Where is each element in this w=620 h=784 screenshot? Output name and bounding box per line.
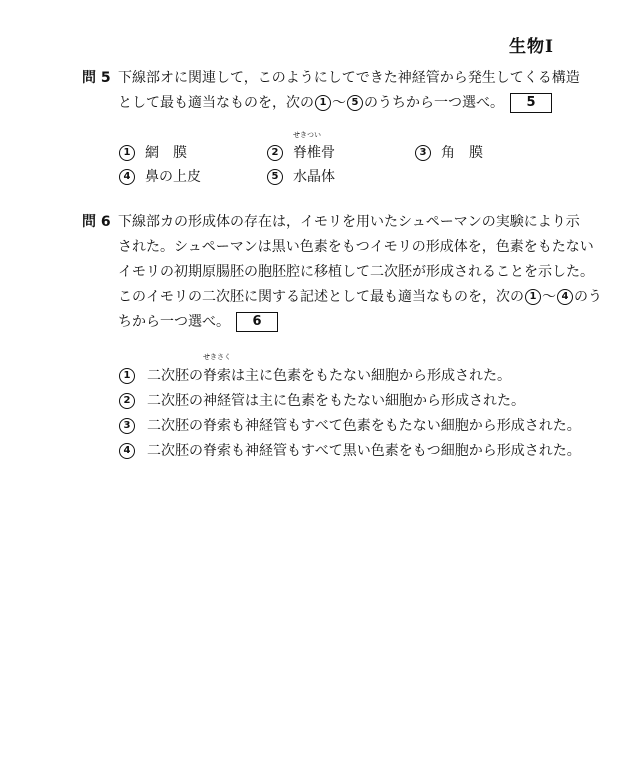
q5-choice-4 [118, 166, 201, 188]
q6-choice-1-ruby-word: 脊索 [203, 368, 231, 384]
q6-choice-4-text: 二次胚の脊索も神経管もすべて黒い色素をもつ細胞から形成された。 [147, 443, 581, 459]
question-5 [82, 66, 580, 116]
q6-line-4 [82, 285, 602, 310]
q5-line-2 [82, 91, 542, 116]
q6-line-2: された。シュペーマンは黒い色素をもつイモリの形成体を，色素をもたない [118, 239, 594, 255]
q6-label: 問 6 [82, 214, 111, 230]
q6-range-sep: 〜 [542, 289, 556, 305]
q5-choice-2-ruby-wrap [293, 131, 335, 164]
q5-text-1: 下線部オに関連して，このようにしてできた神経管から発生してくる構造 [118, 70, 580, 86]
q6-choices [118, 353, 581, 464]
q5-choice-2-ruby: せきつい [293, 131, 321, 139]
q5-choice-3 [414, 142, 483, 164]
q6-choice-1 [118, 353, 581, 389]
q5-range-end: 5 [347, 95, 363, 111]
q6-range-end: 4 [557, 289, 573, 305]
q6-choice-1-ruby-wrap [203, 353, 231, 389]
page-header-title: 生物Ⅰ [509, 37, 554, 57]
q5-choice-2 [266, 131, 335, 164]
q6-line-1 [82, 210, 580, 235]
q5-text-2-post: のうちから一つ選べ。 [364, 95, 504, 111]
q6-choice-2-text: 二次胚の神経管は主に色素をもたない細胞から形成された。 [147, 393, 525, 409]
q6-choice-1-pre: 二次胚の [147, 368, 203, 384]
q5-line-1 [82, 66, 580, 91]
q6-choice-1-number: 1 [119, 368, 135, 384]
q5-text-2-pre: として最も適当なものを，次の [118, 95, 314, 111]
q5-choice-2-text: 脊椎骨 [293, 145, 335, 161]
q6-line-5 [82, 310, 542, 335]
q6-answer-box: 6 [236, 312, 278, 332]
q6-line-3: イモリの初期原腸胚の胞胚腔に移植して二次胚が形成されることを示した。 [118, 264, 594, 280]
q5-choice-5 [266, 166, 335, 188]
q6-choice-4-number: 4 [119, 443, 135, 459]
q6-text-1: 下線部カの形成体の存在は，イモリを用いたシュペーマンの実験により示 [118, 214, 580, 230]
q6-text-5: ちから一つ選べ。 [118, 314, 230, 330]
q5-choice-1-number: 1 [119, 145, 135, 161]
q6-text-4-post: のう [574, 289, 602, 305]
q6-choice-4 [118, 439, 581, 464]
q6-choice-3-number: 3 [119, 418, 135, 434]
q5-choice-3-text: 角 膜 [441, 145, 483, 161]
q5-choice-5-number: 5 [267, 169, 283, 185]
q6-choice-3 [118, 414, 581, 439]
q6-choice-2-number: 2 [119, 393, 135, 409]
q5-choice-2-number: 2 [267, 145, 283, 161]
q5-range-start: 1 [315, 95, 331, 111]
q5-choice-1 [118, 142, 187, 164]
q5-choice-4-number: 4 [119, 169, 135, 185]
question-6 [82, 210, 602, 335]
q6-text-4-pre: このイモリの二次胚に関する記述として最も適当なものを，次の [118, 289, 524, 305]
q6-choice-1-ruby: せきさく [203, 353, 231, 361]
q5-choice-1-text: 網 膜 [145, 145, 187, 161]
q5-choice-3-number: 3 [415, 145, 431, 161]
q6-choice-2 [118, 389, 581, 414]
q5-choice-5-text: 水晶体 [293, 169, 335, 185]
q5-answer-box: 5 [510, 93, 552, 113]
q6-choice-3-text: 二次胚の脊索も神経管もすべて色素をもたない細胞から形成された。 [147, 418, 581, 434]
q6-range-start: 1 [525, 289, 541, 305]
q5-choice-4-text: 鼻の上皮 [145, 169, 201, 185]
q5-range-sep: 〜 [332, 95, 346, 111]
q5-label: 問 5 [82, 70, 111, 86]
q6-choice-1-post: は主に色素をもたない細胞から形成された。 [231, 368, 511, 384]
